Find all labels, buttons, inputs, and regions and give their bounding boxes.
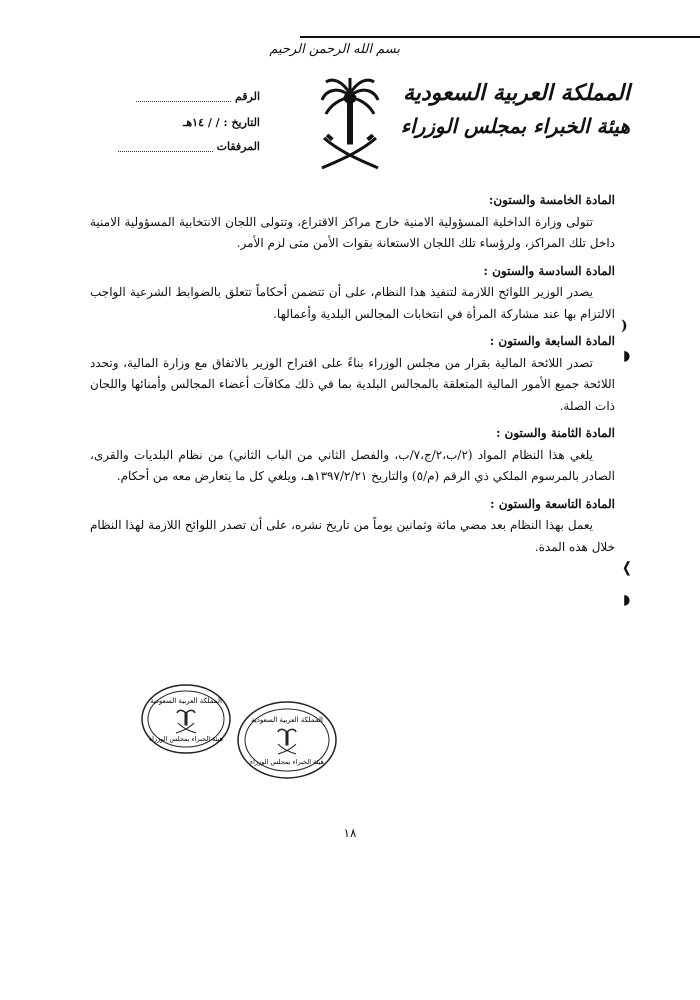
official-seal-1 [140, 683, 232, 755]
number-label: الرقم [234, 90, 260, 103]
margin-mark: ❬ [621, 560, 633, 576]
number-field [80, 90, 260, 103]
basmala: بسم الله الرحمن الرحيم [269, 42, 400, 57]
margin-mark: ) [621, 318, 628, 334]
article-69 [90, 494, 615, 559]
seal1-line2: هيئة الخبراء بمجلس الوزراء [149, 735, 223, 743]
attachments-dotted-line [118, 143, 213, 152]
margin-mark: ◗ [623, 592, 631, 608]
date-field: التاريخ : / / ١٤هـ [183, 116, 260, 129]
article-text: يلغي هذا النظام المواد (٢/ب،٢/ج،٧/ب، والفصل الثاني من الباب الثاني) من نظام البلديات والقرى، الصادر بالمرسوم الملكي ذي الرقم (م/٥) والتاريخ ١٣٩٧/٢/٢١هـ، ويلغي كل ما يتعارض معه من أحكام. [90, 447, 615, 483]
seal2-line1: المملكة العربية السعودية [251, 716, 323, 724]
palm-swords-emblem-icon [318, 76, 382, 174]
official-seal-2 [236, 700, 338, 780]
article-text: يصدر الوزير اللوائح اللازمة لتنفيذ هذا النظام، على أن تتضمن أحكاماً تتعلق بالضوابط الشرعية الواجب الالتزام بها عند مشاركة المرأة في انتخابات المجالس البلدية وأعمالها. [90, 285, 615, 321]
attachments-field [80, 140, 260, 153]
article-66 [90, 261, 615, 326]
article-title: المادة الخامسة والستون: [488, 193, 615, 207]
number-dotted-line [136, 93, 231, 102]
article-title: المادة التاسعة والستون : [490, 496, 615, 511]
seal2-line2: هيئة الخبراء بمجلس الوزراء [250, 758, 324, 766]
article-title: المادة الثامنة والستون : [495, 426, 615, 440]
article-68 [90, 423, 615, 488]
top-rule [300, 36, 700, 38]
margin-mark: ◗ [623, 348, 631, 364]
document-body [90, 190, 615, 564]
date-value: / / ١٤هـ [183, 116, 220, 129]
article-67 [90, 331, 615, 417]
seal1-line1: المملكة العربية السعودية [150, 697, 222, 705]
article-text: تتولى وزارة الداخلية المسؤولية الامنية خارج مراكز الاقتراع، وتتولى اللجان الانتخابية المسؤولية الامنية داخل تلك المراكز، ولرؤساء تلك اللجان الاستعانة بقوات الأمن متى لزم الأمر. [90, 214, 615, 250]
bureau-name: هيئة الخبراء بمجلس الوزراء [400, 114, 630, 138]
article-text: يعمل بهذا النظام بعد مضي مائة وثمانين يوماً من تاريخ نشره، على أن تصدر اللوائح اللازمة لهذا النظام خلال هذه المدة. [90, 518, 615, 554]
seal1-emblem-icon [176, 710, 196, 733]
date-label: التاريخ [231, 116, 260, 129]
article-title: المادة السابعة والستون : [489, 334, 615, 348]
article-title: المادة السادسة والستون : [483, 263, 615, 278]
seal2-emblem-icon [278, 729, 296, 754]
article-65 [90, 190, 615, 255]
article-text: تصدر اللائحة المالية بقرار من مجلس الوزراء بناءً على اقتراح الوزير بالاتفاق مع وزارة المالية، وتحدد اللائحة جميع الأمور المالية المتعلقة بالمجالس البلدية بما في ذلك مكافآت أعضاء المجالس وأمنائها واللجان ذات الصلة. [90, 355, 615, 413]
attachments-label: المرفقات [216, 140, 260, 153]
page-number: ١٨ [343, 826, 357, 840]
kingdom-name: المملكة العربية السعودية [402, 80, 630, 106]
